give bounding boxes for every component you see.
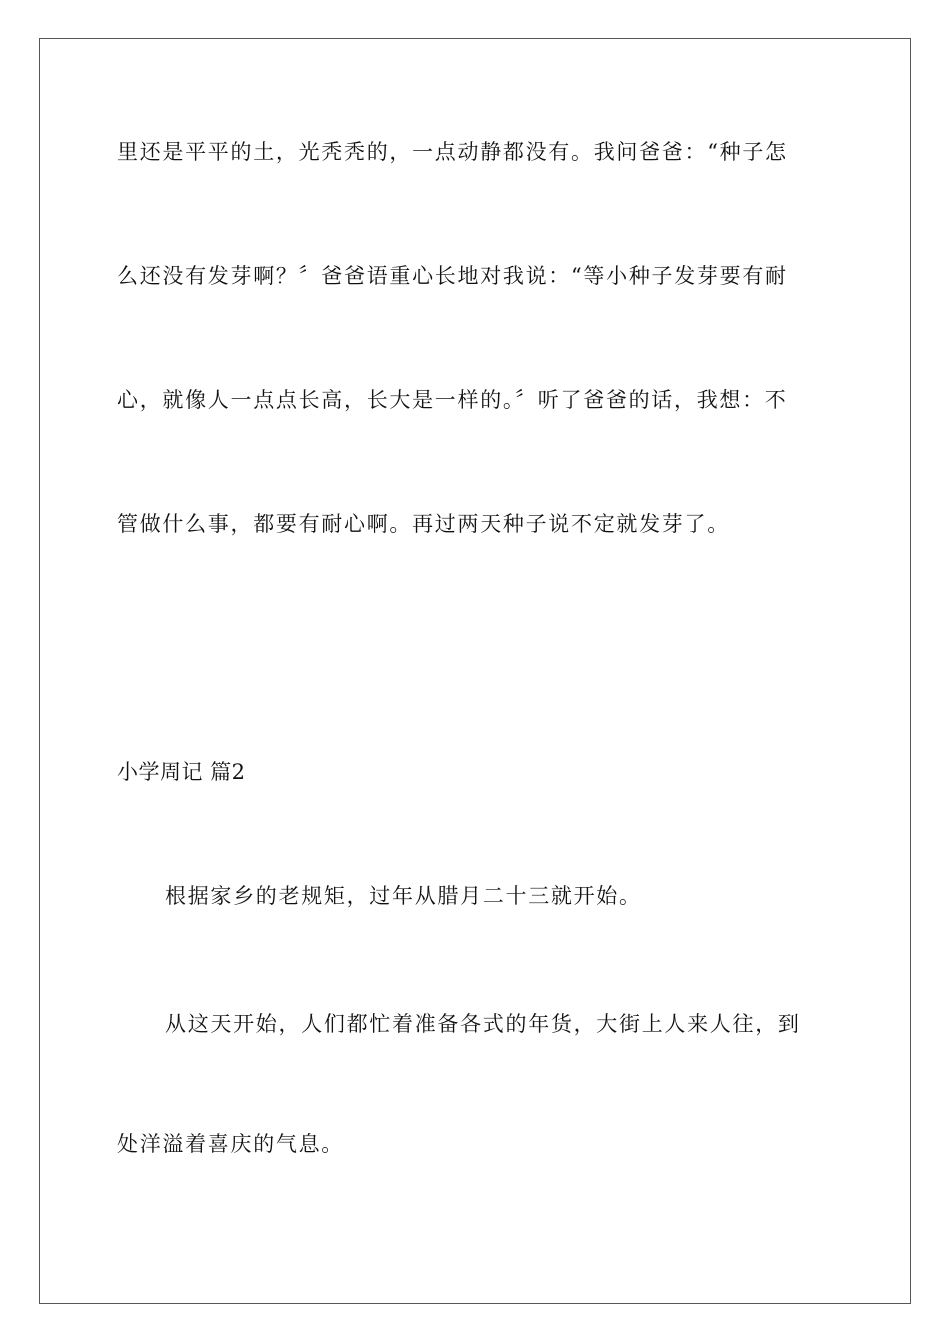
paragraph-line: 处洋溢着喜庆的气息。 bbox=[117, 1132, 344, 1156]
paragraph-line: 么还没有发芽啊？〞爸爸语重心长地对我说：“等小种子发芽要有耐 bbox=[117, 264, 788, 288]
page-border bbox=[39, 38, 911, 1304]
section-title: 小学周记 篇2 bbox=[117, 760, 246, 784]
paragraph-line: 从这天开始，人们都忙着准备各式的年货，大街上人来人往，到 bbox=[165, 1012, 801, 1036]
paragraph-line: 里还是平平的土，光秃秃的，一点动静都没有。我问爸爸：“种子怎 bbox=[117, 140, 788, 164]
paragraph-line: 心，就像人一点点长高，长大是一样的。〞听了爸爸的话，我想：不 bbox=[117, 388, 788, 412]
paragraph-line: 根据家乡的老规矩，过年从腊月二十三就开始。 bbox=[165, 884, 642, 908]
paragraph-line: 管做什么事，都要有耐心啊。再过两天种子说不定就发芽了。 bbox=[117, 512, 730, 536]
